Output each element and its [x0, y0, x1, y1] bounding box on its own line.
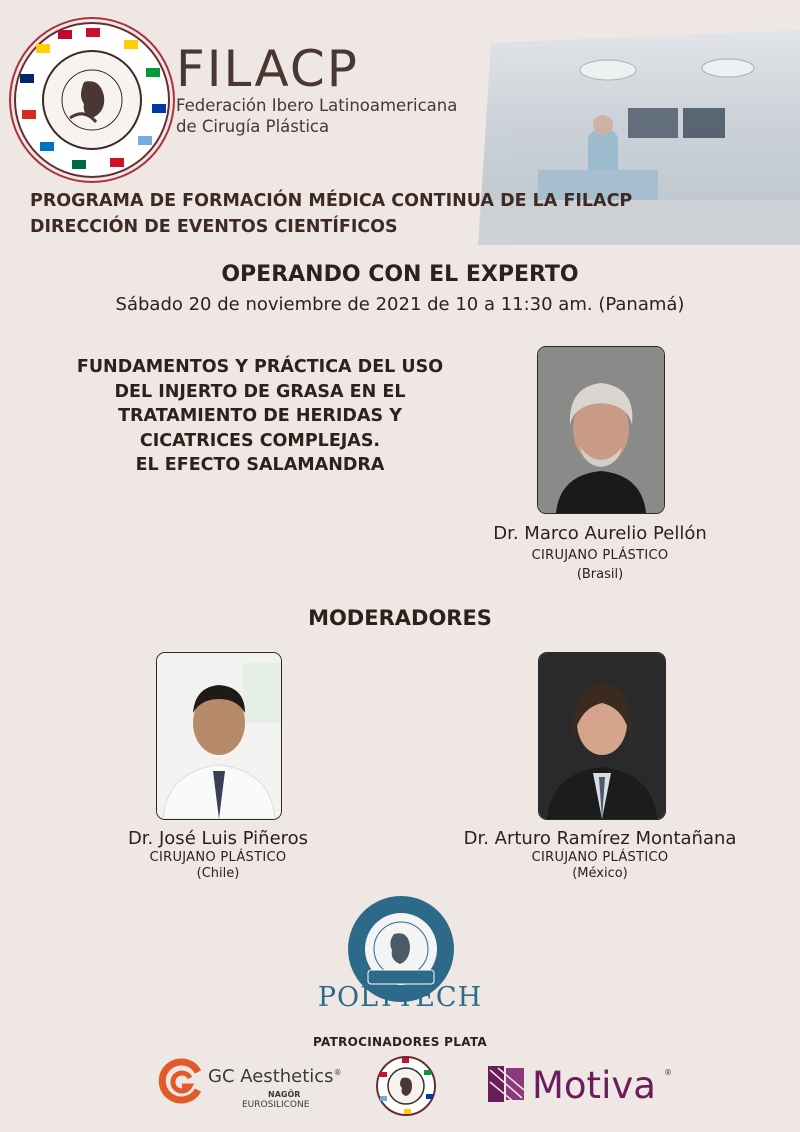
motiva-icon [484, 1062, 528, 1106]
program-heading [30, 188, 632, 240]
silver-sponsors-heading: PATROCINADORES PLATA [312, 1035, 488, 1049]
program-line1: PROGRAMA DE FORMACIÓN MÉDICA CONTINUA DE LA FILACP [30, 191, 633, 211]
moderator-name-1: Dr. José Luis Piñeros [127, 828, 309, 849]
motiva-registered-mark: ® [664, 1068, 672, 1077]
moderator-role-1: CIRUJANO PLÁSTICO [149, 850, 287, 865]
event-date: Sábado 20 de noviembre de 2021 de 10 a 11:30 am. (Panamá) [115, 294, 685, 315]
moderators-heading: MODERADORES [308, 606, 492, 630]
speaker-country: (Brasil) [576, 567, 624, 582]
topic-line5: EL EFECTO SALAMANDRA [135, 455, 385, 475]
topic-line4: CICATRICES COMPLEJAS. [139, 430, 381, 451]
brand-title: FILACP [176, 40, 359, 98]
program-line2: DIRECCIÓN DE EVENTOS CIENTÍFICOS [30, 217, 398, 237]
moderator-photo-2 [538, 652, 666, 820]
speaker-photo [537, 346, 665, 514]
gc-aesthetics-label: GC Aesthetics [208, 1066, 334, 1087]
speaker-name: Dr. Marco Aurelio Pellón [493, 523, 707, 544]
nagor-label: NAGŌR [268, 1090, 301, 1099]
gc-registered-mark: ® [333, 1068, 342, 1077]
filacp-mini-seal [376, 1056, 436, 1116]
gc-aesthetics-icon [158, 1058, 204, 1104]
event-title: OPERANDO CON EL EXPERTO [221, 262, 579, 287]
moderator-name-2: Dr. Arturo Ramírez Montañana [463, 828, 737, 849]
topic-line3: TRATAMIENTO DE HERIDAS Y [118, 406, 402, 426]
moderator-role-2: CIRUJANO PLÁSTICO [531, 850, 669, 865]
motiva-name: Motiva [532, 1064, 656, 1107]
gc-aesthetics-name [208, 1066, 342, 1087]
moderator-country-1: (Chile) [196, 866, 240, 881]
polytech-logo: POLYTECH [317, 982, 483, 1013]
moderator-photo-1 [156, 652, 282, 820]
moderator-country-2: (México) [572, 866, 628, 881]
topic-line2: DEL INJERTO DE GRASA EN EL [114, 381, 406, 402]
speaker-role: CIRUJANO PLÁSTICO [531, 548, 669, 563]
filacp-seal-logo [14, 22, 170, 178]
seal-emblem [42, 50, 142, 150]
brand-subtitle-line2: de Cirugía Plástica [176, 117, 330, 136]
session-topic [30, 355, 490, 478]
eurosilicone-label: EUROSILICONE [242, 1100, 310, 1110]
brand-subtitle-line1: Federación Ibero Latinoamericana [176, 96, 458, 115]
topic-line1: FUNDAMENTOS Y PRÁCTICA DEL USO [76, 357, 444, 377]
brand-subtitle [176, 95, 457, 137]
